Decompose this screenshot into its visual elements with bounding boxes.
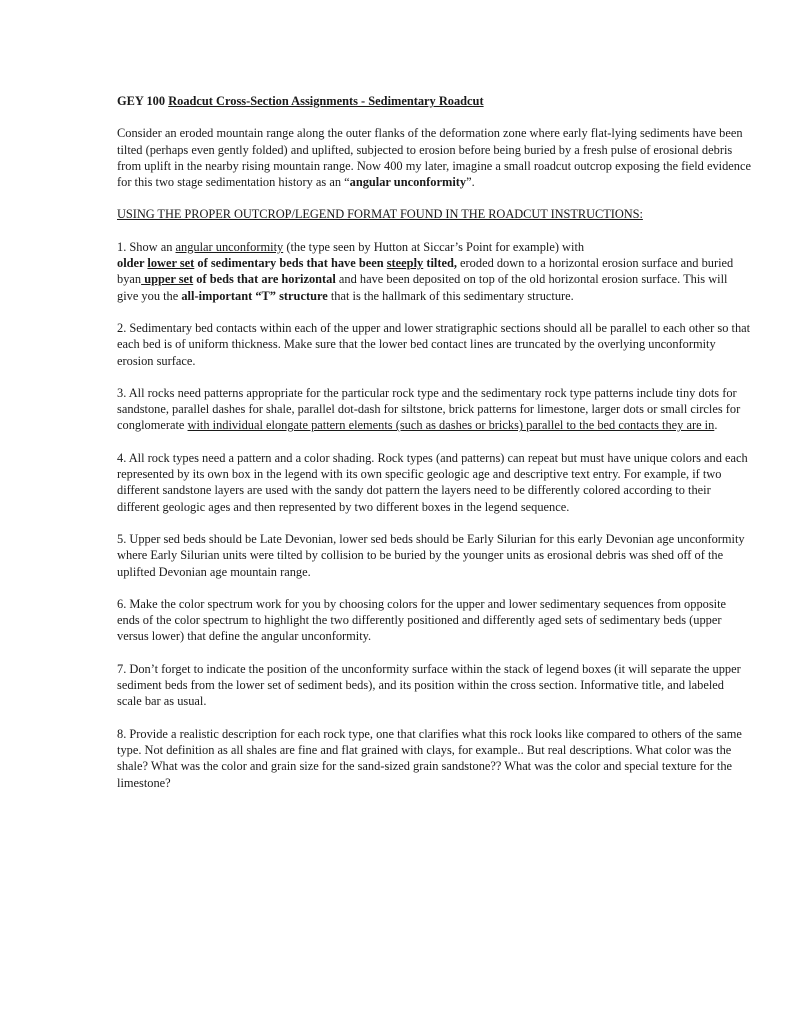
item-1-text-l: and have been deposited on top of the old horizontal erosion surface. This will give you the	[117, 272, 728, 303]
intro-text-1: Consider an eroded mountain range along the outer flanks of the deformation zone where early flat-lying sediments have been tilted (perhaps even gently folded) and uplifted, subjected to erosion before being buried by a fresh pulse of erosional debris from uplift in the nearby rising mountain range. Now 400 my later, imagine a small roadcut outcrop exposing the field evidence for this two stage sedimentation history as an “	[117, 126, 752, 190]
item-1-bold-beds: of sedimentary beds that have been	[194, 256, 387, 271]
item-1	[117, 239, 751, 304]
item-1-text-n: that is the hallmark of this sedimentary structure.	[327, 288, 574, 303]
item-8: 8. Provide a realistic description for each rock type, one that clarifies what this rock looks like compared to others of the same type. Not definition as all shales are fine and flat grained with clays, for example.. But real descriptions. What color was the shale? What was the color and grain size for the sand-sized grain sandstone?? What was the color and special texture for the limestone?	[117, 726, 742, 790]
instructions-heading: USING THE PROPER OUTCROP/LEGEND FORMAT FOUND IN THE ROADCUT INSTRUCTIONS:	[117, 207, 643, 222]
item-4: 4. All rock types need a pattern and a color shading. Rock types (and patterns) can repeat but must have unique colors and each represented by its own box in the legend with its own specific geologic age and descriptive text entry. For example, if two different sandstone layers are used with the sandy dot pattern the layers need to be differently colored according to their different geologic ages and then represented by two different boxes in the legend sequence.	[117, 450, 748, 514]
item-3-end: .	[714, 418, 718, 433]
item-1-bold-older: older	[117, 256, 148, 271]
item-5: 5. Upper sed beds should be Late Devonian, lower sed beds should be Early Silurian for this early Devonian age unconformity where Early Silurian units were tilted by collision to be buried by the younger units as erosional debris was shed off of the uplifted Devonian age mountain range.	[117, 531, 745, 579]
item-1-bold-lower-set: lower set	[147, 256, 195, 271]
item-1-bold-horizontal: of beds that are horizontal	[193, 272, 336, 287]
item-1-bold-t-structure: all-important “T” structure	[181, 288, 328, 303]
item-1-text-i: eroded down to a horizontal erosion surface and buried byan	[117, 256, 734, 287]
page-title	[117, 93, 751, 109]
item-1-text-a: 1. Show an	[117, 239, 176, 254]
item-2: 2. Sedimentary bed contacts within each of the upper and lower stratigraphic sections should all be parallel to each other so that each bed is of uniform thickness. Make sure that the lower bed contact lines are truncated by the overlying unconformity erosion surface.	[117, 320, 751, 368]
item-1-text-c: (the type seen by Hutton at Siccar’s Point for example) with	[283, 239, 585, 254]
intro-text-2: ”.	[466, 175, 475, 190]
item-1-bold-tilted: tilted,	[423, 256, 457, 271]
item-1-bold-upper-set: upper set	[141, 272, 194, 287]
intro-paragraph	[117, 125, 751, 190]
item-1-bold-steeply: steeply	[386, 256, 424, 271]
title-underlined: Roadcut Cross-Section Assignments - Sedimentary Roadcut	[168, 94, 484, 108]
item-6: 6. Make the color spectrum work for you by choosing colors for the upper and lower sedimentary sequences from opposite ends of the color spectrum to highlight the two differently positioned and differently aged sets of sedimentary beds (upper versus lower) that define the angular unconformity.	[117, 596, 727, 644]
item-3-text: 3. All rocks need patterns appropriate for the particular rock type and the sedimentary rock type patterns include tiny dots for sandstone, parallel dashes for shale, parallel dot-dash for siltstone, brick patterns for limestone, larger dots or small circles for conglomerate	[117, 385, 741, 433]
title-prefix: GEY 100	[117, 94, 166, 108]
item-7: 7. Don’t forget to indicate the position of the unconformity surface within the stack of legend boxes (it will separate the upper sediment beds from the lower set of sediment beds), and its position within the cross section. Informative title, and labeled scale bar as usual.	[117, 661, 741, 709]
item-1-underline-angular: angular unconformity	[175, 239, 284, 254]
intro-bold-term: angular unconformity	[349, 175, 467, 190]
item-3-underlined: with individual elongate pattern elements (such as dashes or bricks) parallel to the bed contacts they are in	[187, 418, 715, 433]
item-3	[117, 385, 751, 434]
